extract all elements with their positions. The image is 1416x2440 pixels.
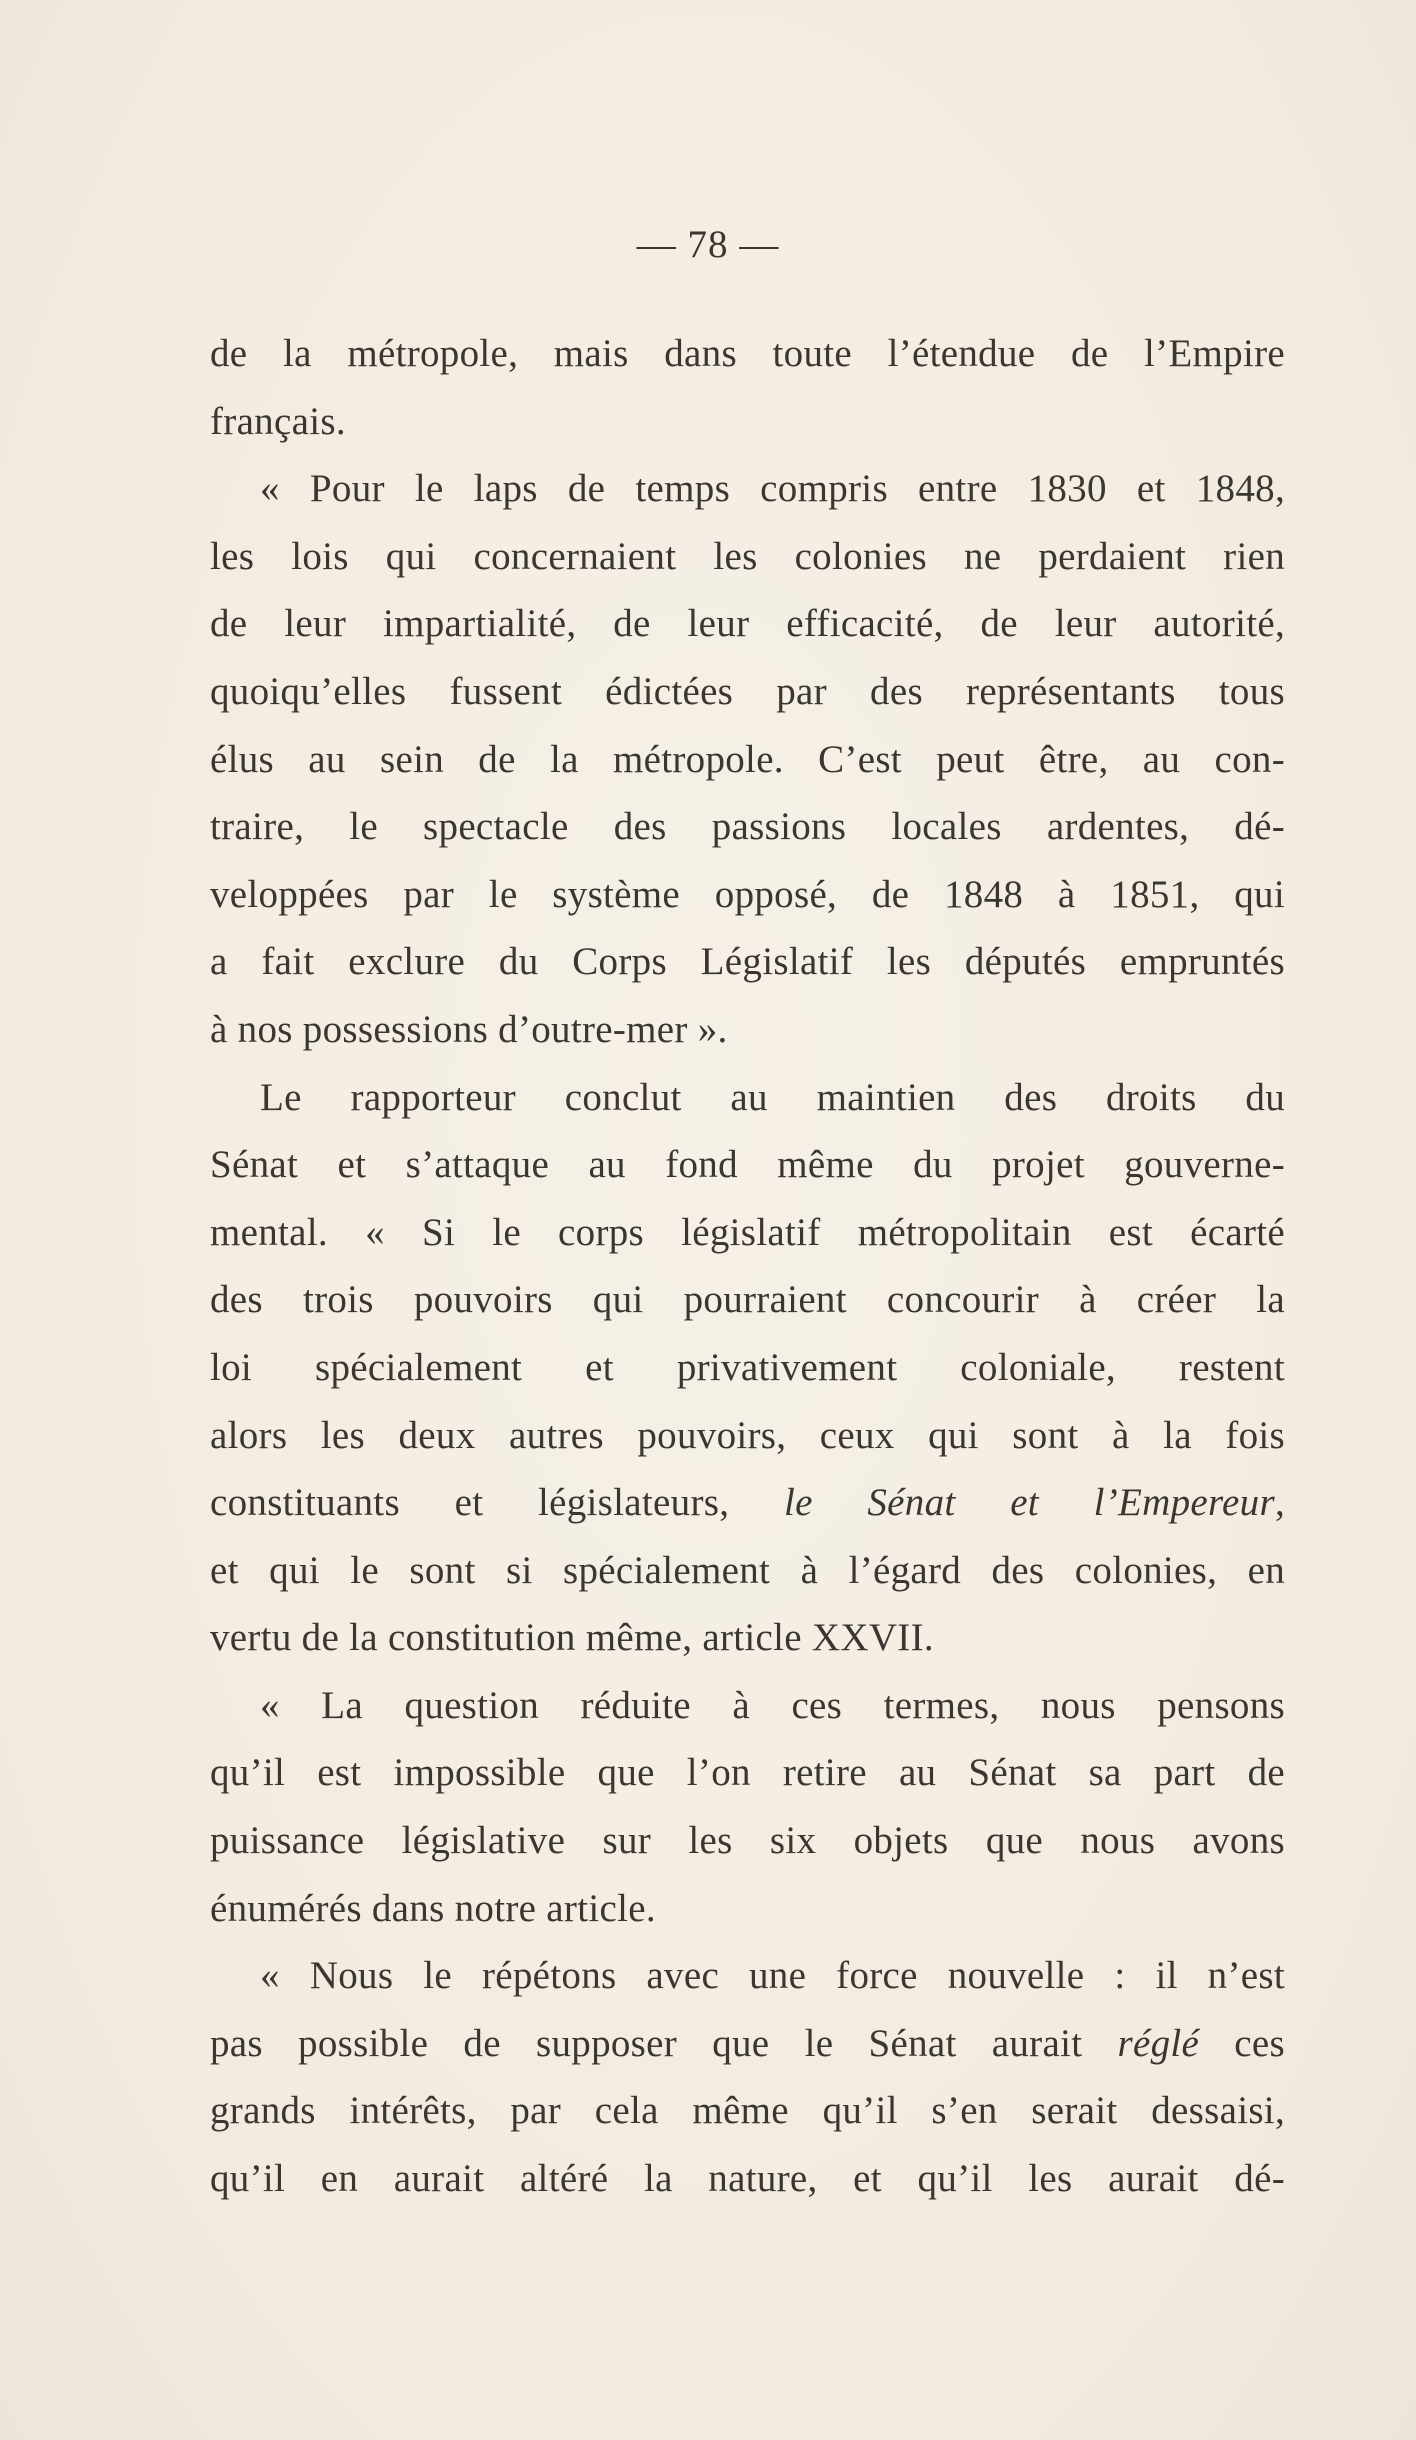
text-line: vertu de la constitution même, article XXVII.: [210, 1616, 934, 1660]
text-segment: pas possible de supposer que le Sénat aurait: [210, 2021, 1118, 2065]
text-line: Sénat et s’attaque au fond même du projet gouverne-: [210, 1143, 1285, 1187]
text-line: loi spécialement et privativement coloniale, restent: [210, 1345, 1285, 1389]
text-line: qu’il est impossible que l’on retire au Sénat sa part de: [210, 1751, 1285, 1795]
text-line: alors les deux autres pouvoirs, ceux qui sont à la fois: [210, 1413, 1285, 1457]
text-line: qu’il en aurait altéré la nature, et qu’il les aurait dé-: [210, 2157, 1285, 2201]
text-line: de la métropole, mais dans toute l’étendue de l’Empire: [210, 332, 1285, 375]
text-line: [210, 1469, 1285, 1537]
text-line: a fait exclure du Corps Législatif les députés empruntés: [210, 940, 1285, 984]
text-line: Le rapporteur conclut au maintien des droits du: [260, 1075, 1285, 1119]
text-segment: ces: [1199, 2021, 1285, 2065]
text-line: énumérés dans notre article.: [210, 1886, 656, 1930]
text-line: veloppées par le système opposé, de 1848 à 1851, qui: [210, 872, 1285, 916]
text-line: « La question réduite à ces termes, nous pensons: [260, 1683, 1285, 1727]
text-line: des trois pouvoirs qui pourraient concourir à créer la: [210, 1278, 1285, 1322]
italic-segment: le Sénat et l’Empereur: [783, 1481, 1275, 1525]
text-line: et qui le sont si spécialement à l’égard des colonies, en: [210, 1548, 1285, 1592]
text-line: à nos possessions d’outre-mer ».: [210, 1007, 728, 1051]
body-text: [210, 320, 1285, 2213]
text-line: mental. « Si le corps législatif métropolitain est écarté: [210, 1210, 1285, 1254]
text-line: élus au sein de la métropole. C’est peut être, au con-: [210, 737, 1285, 781]
text-line: les lois qui concernaient les colonies ne perdaient rien: [210, 534, 1285, 578]
text-line: traire, le spectacle des passions locales ardentes, dé-: [210, 805, 1285, 849]
text-line: [210, 2010, 1285, 2078]
text-line: « Pour le laps de temps compris entre 1830 et 1848,: [260, 467, 1285, 511]
text-line: grands intérêts, par cela même qu’il s’en serait dessaisi,: [210, 2089, 1285, 2133]
text-line: quoiqu’elles fussent édictées par des représentants tous: [210, 669, 1285, 713]
text-segment: ,: [1274, 1481, 1286, 1525]
text-line: de leur impartialité, de leur efficacité, de leur autorité,: [210, 602, 1285, 646]
page-number: — 78 —: [636, 223, 780, 266]
text-line: français.: [210, 399, 346, 443]
text-line: puissance législative sur les six objets que nous avons: [210, 1819, 1285, 1863]
text-line: « Nous le répétons avec une force nouvelle : il n’est: [260, 1954, 1285, 1998]
italic-segment: réglé: [1117, 2021, 1200, 2065]
text-segment: constituants et législateurs,: [210, 1481, 784, 1525]
